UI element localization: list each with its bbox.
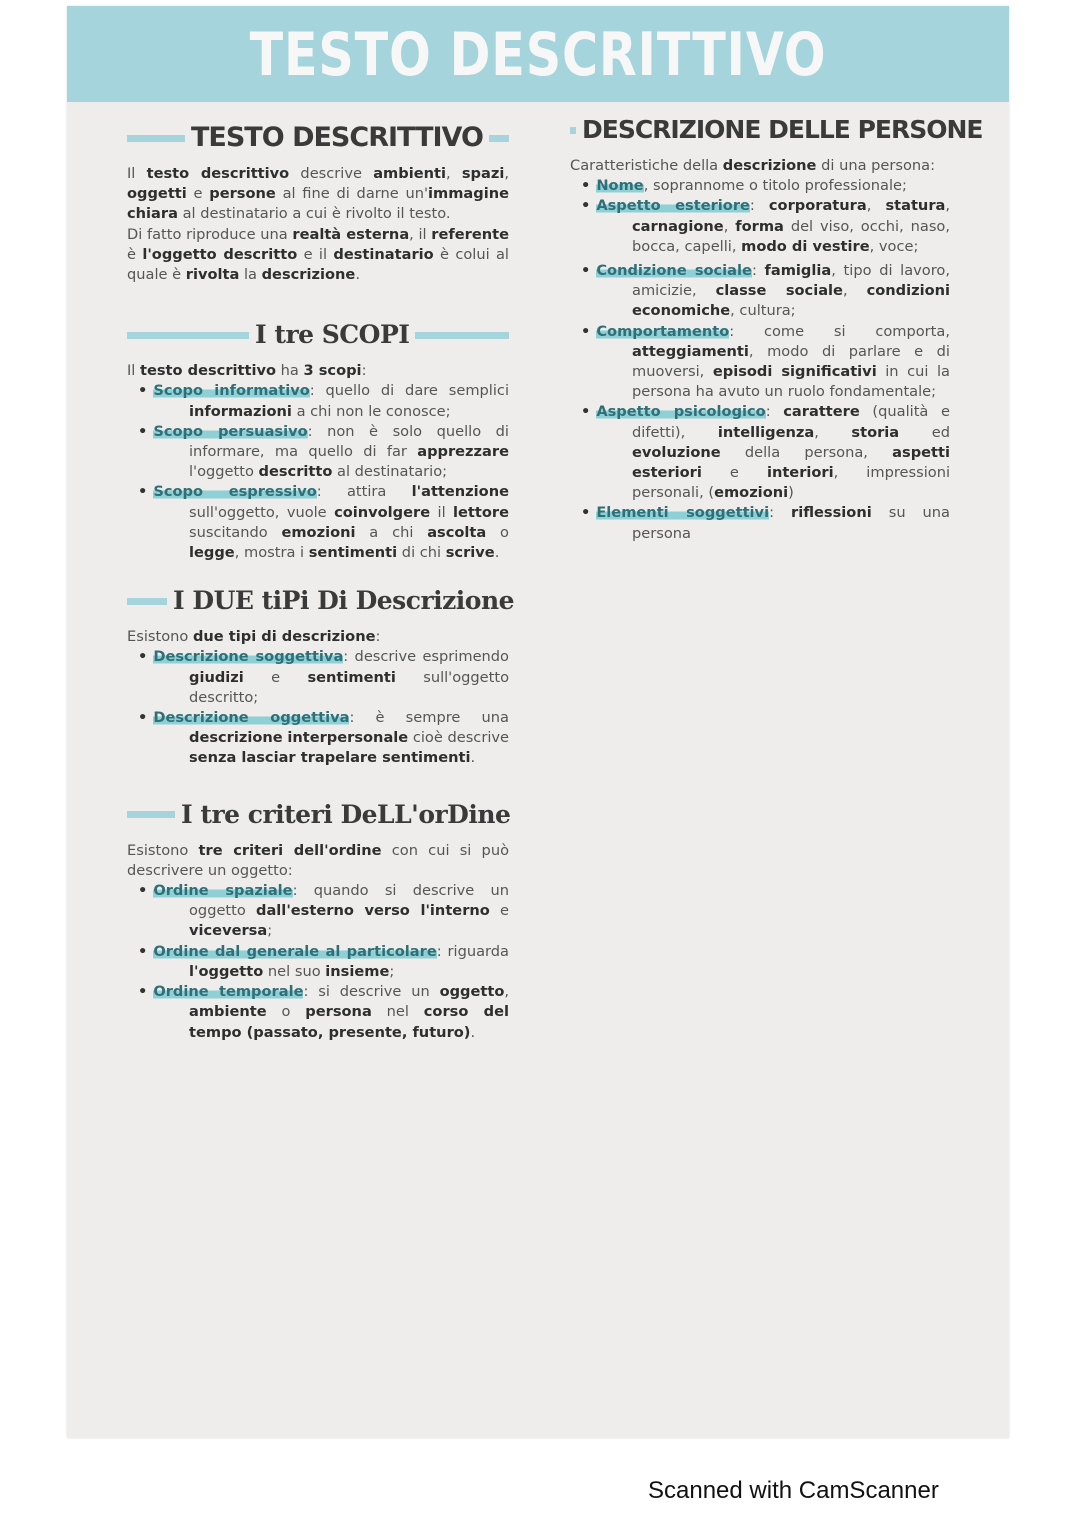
list-item: • Descrizione oggettiva: è sempre una descrizione interpersonale cioè descrive senza lasciar trapelare sentimenti. — [127, 708, 509, 769]
section-title-due-tipi — [127, 581, 515, 621]
list-item: • Scopo informativo: quello di dare semplici informazioni a chi non le conosce; — [127, 381, 509, 421]
list-item: • Elementi soggettivi: riflessioni su una persona — [570, 503, 950, 543]
title-banner — [67, 6, 1009, 102]
left-column — [127, 118, 515, 1043]
list-item: • Condizione sociale: famiglia, tipo di lavoro, amicizie, classe sociale, condizioni economiche, cultura; — [570, 261, 950, 322]
page-title: TESTO DESCRITTIVO — [249, 20, 827, 90]
list-item: • Ordine spaziale: quando si descrive un oggetto dall'esterno verso l'interno e viceversa; — [127, 881, 509, 942]
section-title-descrizione-persone — [570, 110, 983, 150]
paragraph: Esistono due tipi di descrizione: — [127, 628, 381, 646]
title-bar — [489, 135, 509, 142]
scanner-watermark: Scanned with CamScanner — [648, 1477, 939, 1504]
title-bar — [570, 127, 576, 134]
list-item: • Nome, soprannome o titolo professionale; — [570, 176, 950, 196]
persone-list — [570, 176, 950, 544]
title-bar — [127, 811, 175, 818]
section-heading: TESTO DESCRITTIVO — [191, 121, 483, 153]
section-heading: I tre SCOPI — [255, 320, 410, 350]
title-bar — [127, 332, 249, 339]
section-title-tre-scopi — [127, 315, 509, 355]
criteri-list — [127, 881, 509, 1043]
list-item: • Ordine dal generale al particolare: riguarda l'oggetto nel suo insieme; — [127, 942, 509, 982]
list-item: • Aspetto esteriore: corporatura, statura, carnagione, forma del viso, occhi, naso, bocca, capelli, modo di vestire, voce; — [570, 196, 950, 257]
section-heading: DESCRIZIONE DELLE PERSONE — [582, 114, 983, 144]
right-column — [570, 110, 983, 544]
paragraph: Caratteristiche della descrizione di una persona: — [570, 157, 936, 174]
paragraph: Il testo descrittivo descrive ambienti, spazi, oggetti e persone al fine di darne un'immagine chiara al destinatario a cui è rivolto il testo. — [127, 165, 509, 223]
notes-page — [67, 6, 1009, 1438]
list-item: • Ordine temporale: si descrive un oggetto, ambiente o persona nel corso del tempo (passato, presente, futuro). — [127, 982, 509, 1043]
paragraph: Di fatto riproduce una realtà esterna, il referente è l'oggetto descritto e il destinatario è colui al quale è rivolta la descrizione. — [127, 225, 509, 284]
list-item: • Scopo persuasivo: non è solo quello di informare, ma quello di far apprezzare l'oggetto descritto al destinatario; — [127, 422, 509, 483]
section-heading: I tre criteri DeLL'orDine — [181, 799, 511, 829]
paragraph: Esistono tre criteri dell'ordine con cui si può descrivere un oggetto: — [127, 841, 510, 879]
scopi-list — [127, 381, 509, 563]
list-item: • Aspetto psicologico: carattere (qualità e difetti), intelligenza, storia ed evoluzione della persona, aspetti esteriori e interiori, impressioni personali, (emozioni) — [570, 402, 950, 503]
title-bar — [415, 332, 509, 339]
section-heading: I DUE tiPi Di Descrizione — [173, 586, 515, 616]
section-title-tre-criteri — [127, 795, 509, 835]
list-item: • Descrizione soggettiva: descrive esprimendo giudizi e sentimenti sull'oggetto descritto; — [127, 647, 509, 708]
paragraph: Il testo descrittivo ha 3 scopi: — [127, 362, 367, 380]
title-bar — [127, 598, 167, 605]
list-item: • Comportamento: come si comporta, atteggiamenti, modo di parlare e di muoversi, episodi significativi in cui la persona ha avuto un ruolo fondamentale; — [570, 322, 950, 403]
title-bar — [127, 135, 185, 142]
section-title-testo-descrittivo — [127, 118, 509, 158]
tipi-list — [127, 647, 509, 768]
list-item: • Scopo espressivo: attira l'attenzione sull'oggetto, vuole coinvolgere il lettore suscitando emozioni a chi ascolta o legge, mostra i sentimenti di chi scrive. — [127, 482, 509, 563]
